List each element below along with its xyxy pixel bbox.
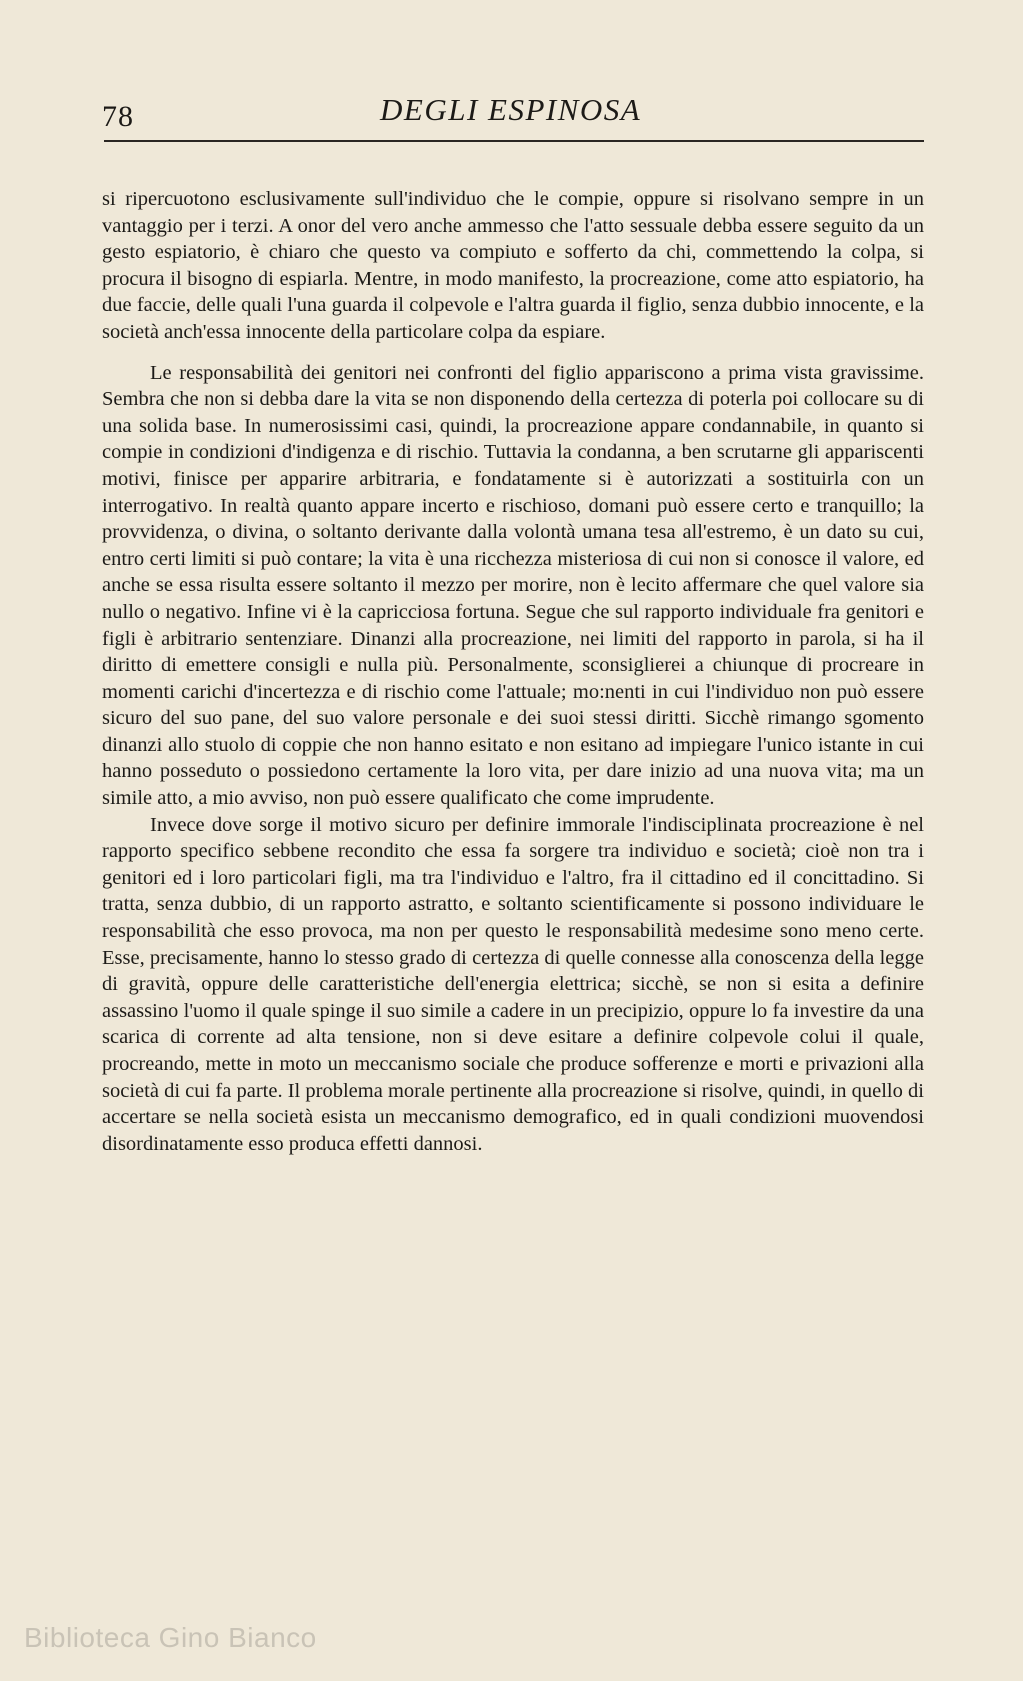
- paragraph-continued: si ripercuotono esclusivamente sull'individuo che le compie, oppure si risolvano sempre in un vantaggio per i terzi. A onor del vero anche ammesso che l'atto sessuale debba essere seguito da un gesto espiatorio, è chiaro che questo va compiuto e sofferto da chi, commettendo la colpa, si procura il bisogno di espiarla. Mentre, in modo manifesto, la procreazione, come atto espiatorio, ha due faccie, delle quali l'una guarda il colpevole e l'altra guarda il figlio, senza dubbio innocente, e la società anch'essa innocente della particolare colpa da espiare.: [102, 188, 924, 343]
- page-header: [102, 92, 924, 142]
- paragraph-invece: Invece dove sorge il motivo sicuro per definire immorale l'indisciplinata procreazione è nel rapporto specifico sebbene recondito che essa fa sorgere tra individuo e società; cioè non tra i genitori ed i loro particolari figli, ma tra l'individuo e l'altro, fra il cittadino ed il concittadino. Si tratta, senza dubbio, di un rapporto astratto, e soltanto scientificamente si possono individuare le responsabilità che esso provoca, ma non per questo le responsabilità medesime sono meno certe. Esse, precisamente, hanno lo stesso grado di certezza di quelle connesse alla conoscenza della legge di gravità, oppure delle caratteristiche dell'energia elettrica; sicchè, se non si esita a definire assassino l'uomo il quale spinge il suo simile a cadere in un precipizio, oppure lo fa investire da una scarica di corrente ad alta tensione, non si deve esitare a definire colpevole colui il quale, procreando, mette in moto un meccanismo sociale che produce sofferenze e morti e privazioni alla società di cui fa parte. Il problema morale pertinente alla procreazione si risolve, quindi, in quello di accertare se nella società esista un meccanismo demografico, ed in quali condizioni muovendosi disordinatamente esso produca effetti dannosi.: [102, 813, 924, 1155]
- page-number: 78: [102, 100, 134, 133]
- header-rule: [104, 140, 924, 142]
- running-title: DEGLI ESPINOSA: [380, 92, 642, 127]
- library-watermark: Biblioteca Gino Bianco: [24, 1622, 317, 1653]
- paragraph-responsabilita: Le responsabilità dei genitori nei confronti del figlio appariscono a prima vista gravissime. Sembra che non si debba dare la vita se non disponendo della certezza di poterla poi collocare su di una solida base. In numerosissimi casi, quindi, la procreazione appare condannabile, in quanto si compie in condizioni d'indigenza e di rischio. Tuttavia la condanna, a ben scrutarne gli appariscenti motivi, finisce per apparire arbitraria, e fondatamente si è autorizzati a sostituirla con un interrogativo. In realtà quanto appare incerto e rischioso, domani può essere certo e tranquillo; la provvidenza, o divina, o soltanto derivante dalla volontà umana tesa all'estremo, è un dato su cui, entro certi limiti si può contare; la vita è una ricchezza misteriosa di cui non si conosce il valore, ed anche se essa risulta essere soltanto il mezzo per morire, non è lecito affermare che quel valore sia nullo o negativo. Infine vi è la capricciosa fortuna. Segue che sul rapporto individuale fra genitori e figli è arbitrario sentenziare. Dinanzi alla procreazione, nei limiti del rapporto in parola, si ha il diritto di emettere consigli e nulla più. Personalmente, sconsiglierei a chiunque di procreare in momenti carichi d'incertezza e di rischio come l'attuale; mo:nenti in cui l'individuo non può essere sicuro del suo pane, del suo valore personale e dei suoi stessi diritti. Sicchè rimango sgomento dinanzi allo stuolo di coppie che non hanno esitato e non esitano ad impiegare l'unico istante in cui hanno posseduto o possiedono certamente la loro vita, per dare inizio ad una nuova vita; ma un simile atto, a mio avviso, non può essere qualificato che come imprudente.: [102, 361, 924, 810]
- body-text: [102, 186, 924, 1157]
